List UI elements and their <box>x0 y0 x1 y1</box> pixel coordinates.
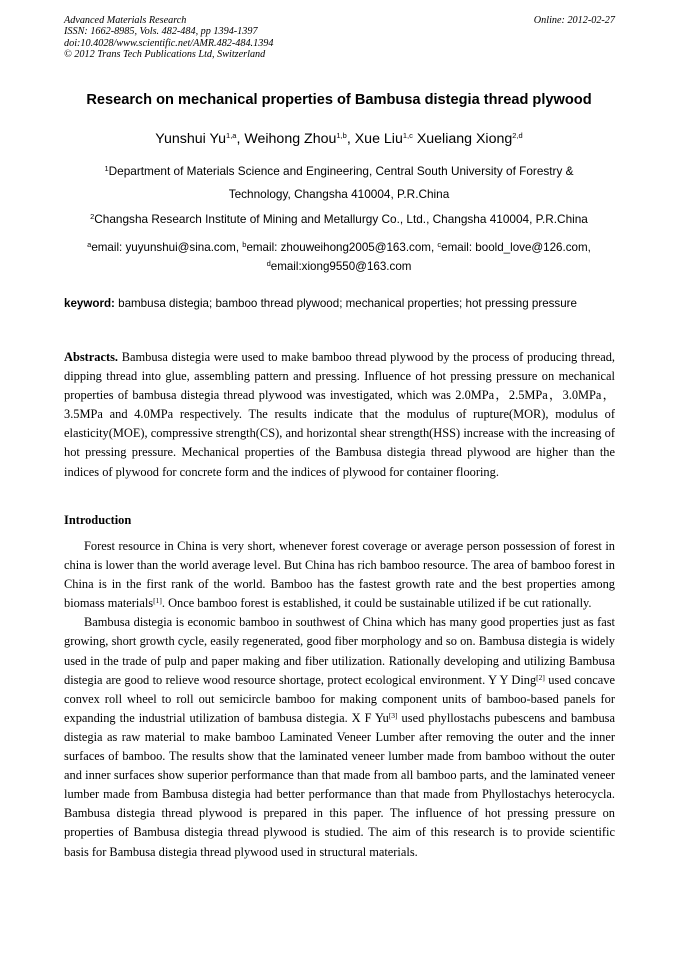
abstract-text: Bambusa distegia were used to make bamboo thread plywood by the process of producing thread, dipping thread into glue, assembling pattern and pressing. Influence of hot pressing pressure on mechanical properties of bambusa distegia thread plywood was investigated, which was 2.0MPa，2.5MPa，3.0MPa，3.5MPa and 4.0MPa respectively. The results indicate that the modulus of rupture(MOR), modulus of elasticity(MOE), compressive strength(CS), and horizontal shear strength(HSS) increase with the increasing of hot pressing pressure. Mechanical properties of the Bambusa distegia thread plywood are higher than the indices of plywood for concrete form and the indices of plywood for container flooring. <box>64 350 615 479</box>
affiliation-2: $^2$Changsha Research Institute of Mining and Metallurgy Co., Ltd., Changsha 410004, P.R.China <box>90 212 588 226</box>
journal-doi: doi:10.4028/www.scientific.net/AMR.482-484.1394 <box>64 37 274 49</box>
author-name: Xueliang Xiong <box>416 131 513 147</box>
introduction-body <box>64 537 615 862</box>
paragraph: Bambusa distegia is economic bamboo in southwest of China which has many good properties just as fast growing, short growth cycle, easily regenerated, good fiber morphology and so on. Bambusa distegia is widely used in the trade of pulp and paper making and fiber utilization. Rationally developing and utilizing Bambusa distegia are good to relieve wood resource shortage, protect ecological environment. Y Y Ding[2] used concave convex roll wheel to roll out semicircle bamboo for making component units of bamboo-based panels for expanding the industrial utilization of bambusa distegia. X F Yu[3] used phyllostachs pubescens and bambusa distegia as raw material to make bamboo Laminated Veneer Lumber after removing the outer and the inner surfaces of bamboo. The results show that the laminated veneer lumber made from bamboo without the outer and inner surfaces show superior performance than that made from all bamboo parts, and the laminated veneer lumber made from Bambusa distegia had better performance than that made from Phyllostachys heterocycla. Bambusa distegia thread plywood is prepared in this paper. The influence of hot pressing pressure on properties of Bambusa distegia thread plywood is studied. The aim of this research is to provide scientific basis for Bambusa distegia thread plywood used in structural materials. <box>64 615 615 859</box>
journal-copyright: © 2012 Trans Tech Publications Ltd, Switzerland <box>64 49 266 61</box>
journal-issn: ISSN: 1662-8985, Vols. 482-484, pp 1394-1397 <box>64 26 258 38</box>
author-sup: 1,a <box>226 131 237 140</box>
journal-name: Advanced Materials Research <box>64 15 187 26</box>
journal-header <box>64 15 615 61</box>
keywords <box>64 294 615 313</box>
keywords-label: keyword: <box>64 297 115 310</box>
email-list: $^a$email: yuyunshui@sina.com, $^b$email: zhouweihong2005@163.com, $^c$email: boold_love@126.com, $^d$email:xiong9550@163.com <box>87 240 591 273</box>
email-b: email: zhouweihong2005@163.com, <box>246 241 438 254</box>
keywords-text: bambusa distegia; bamboo thread plywood; mechanical properties; hot pressing pressure <box>114 297 577 310</box>
author-name: Xue Liu <box>354 131 403 147</box>
affiliation-1: $^1$Department of Materials Science and Engineering, Central South University of Forestry & Technology, Changsha 410004, P.R.China <box>104 164 574 201</box>
citation: [3] <box>388 710 398 720</box>
author-name: Yunshui Yu <box>155 131 227 147</box>
author-name: Weihong Zhou <box>244 131 337 147</box>
online-date: Online: 2012-02-27 <box>533 15 615 26</box>
email-a: email: yuyunshui@sina.com, <box>91 241 243 254</box>
email-d: email:xiong9550@163.com <box>270 260 412 273</box>
author-sup: 2,d <box>512 131 523 140</box>
author-list: Yunshui Yu$^{1,a}$, Weihong Zhou$^{1,b}$, Xue Liu$^{1,c}$ Xueliang Xiong$^{2,d}$ <box>155 131 523 147</box>
abstract <box>64 348 615 482</box>
author-sup: 1,c <box>402 131 413 140</box>
paper-title: Research on mechanical properties of Bambusa distegia thread plywood <box>86 92 592 108</box>
citation: [2] <box>536 672 545 682</box>
email-c: email: boold_love@126.com, <box>441 241 591 254</box>
citation: [1] <box>153 596 162 606</box>
introduction-heading: Introduction <box>64 513 132 527</box>
author-sup: 1,b <box>336 131 347 140</box>
paragraph: Forest resource in China is very short, whenever forest coverage or average person possession of forest in china is lower than the world average level. But China has rich bamboo resource. The area of bamboo forest in China is in the first rank of the world. Bamboo has the fastest growth rate and the best properties among biomass materials[1]. Once bamboo forest is established, it could be sustainable utilized if be cut rationally. <box>64 539 615 611</box>
abstract-label: Abstracts. <box>64 350 119 364</box>
